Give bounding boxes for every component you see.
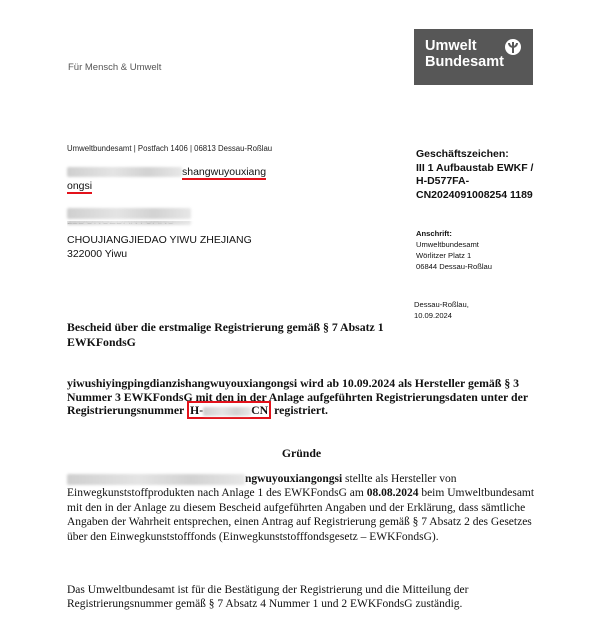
redacted-block [67,474,245,485]
place: Dessau-Roßlau, [414,300,469,309]
anschrift-line: Umweltbundesamt [416,240,479,249]
recipient-postal: 322000 Yiwu [67,247,128,260]
anschrift-line: 06844 Dessau-Roßlau [416,262,492,271]
umweltbundesamt-logo [414,29,533,85]
decision-text: yiwushiyingpingdianzishangwuyouxiangongsi wird ab 10.09.2024 als Hersteller gemäß § 3 Nummer 3 EWKFondsG mit den in der Anlage aufgeführten Registrierungsdaten unter der Registrierungsnummer [67,376,528,418]
gz-value: III 1 Aufbaustab EWKF / H-D577FA-CN2024091008254 1189 [416,161,534,201]
gz-label: Geschäftszeichen: [416,148,509,160]
recipient-name-part: shangwuyouxiang [182,166,267,178]
recipient-name-line2: ongsi [67,179,93,192]
tagline: Für Mensch & Umwelt [68,62,162,73]
tree-emblem-icon [505,39,521,55]
redacted-block [203,407,251,416]
date: 10.09.2024 [414,310,453,320]
reasons-paragraph-2: Das Umweltbundesamt ist für die Bestätigung der Registrierung und die Mitteilung der Registrierungsnummer gemäß § 7 Absatz 4 Nummer 1 und 2 EWKFondsG zuständig. [67,584,469,611]
reasons-paragraph-1 [67,472,537,544]
registration-number [187,401,271,419]
gruende-heading: Gründe [281,446,322,460]
reg-suffix: CN [251,403,269,418]
logo-line2: Bundesamt [425,54,504,70]
place-date [414,300,534,321]
recipient-address [67,207,327,261]
logo-line1: Umwelt [425,38,477,54]
geschaeftszeichen [416,148,541,202]
return-address-line: Umweltbundesamt | Postfach 1406 | 06813 Dessau-Roßlau [67,144,273,153]
redacted-block [67,167,182,177]
para1-text1: stellte als Hersteller von Einwegkunststoffprodukten nach Anlage 1 des EWKFondsG am [67,473,457,500]
para1-text2: beim Umweltbundesamt mit den in der Anlage zu diesem Bescheid aufgeführten Angaben und der Erklärung, dass sämtliche Angaben der Wahrheit entsprechen, einen Antrag auf Registrierung gemäß § 7 Absatz 2 des Gesetzes über den Einwegkunststofffonds (Einwegkunststofffondsgesetz – EWKFondsG). [67,487,535,543]
anschrift-block [416,228,546,272]
anschrift-line: Wörlitzer Platz 1 [416,251,472,260]
document-title: Bescheid über die erstmalige Registrierung gemäß § 7 Absatz 1 EWKFondsG [67,320,384,349]
reg-prefix: H- [190,403,204,418]
redacted-block [67,221,191,225]
recipient-city: CHOUJIANGJIEDAO YIWU ZHEJIANG [67,234,252,246]
redacted-block [67,208,191,219]
recipient-name [67,166,307,193]
application-date: 08.08.2024 [366,487,419,500]
decision-paragraph [67,377,537,418]
anschrift-label: Anschrift: [416,229,452,238]
decision-text-end: registriert. [274,403,328,418]
company-name: ngwuyouxiangongsi [245,473,343,485]
